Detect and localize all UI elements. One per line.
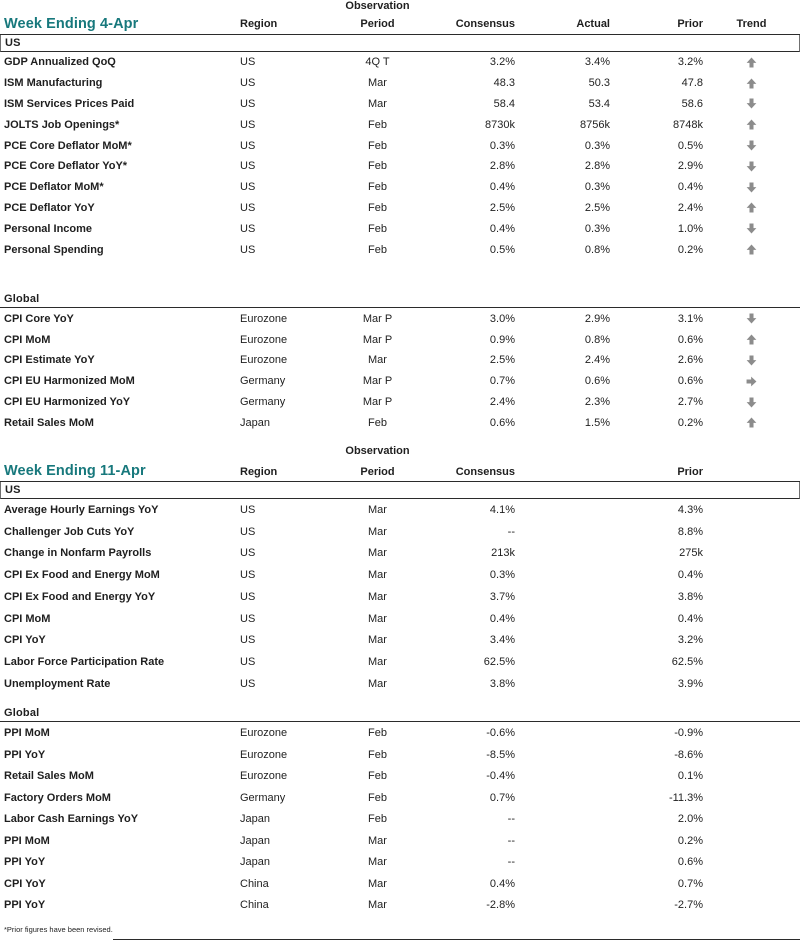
trend-up-icon (746, 244, 757, 255)
cell-actual: 3.4% (584, 56, 610, 69)
col-header-observation: Observation (345, 0, 410, 12)
table-row (0, 521, 800, 543)
cell-consensus: -- (507, 834, 515, 847)
table-row (0, 586, 800, 608)
cell-prior: 2.7% (677, 396, 703, 409)
cell-region: China (240, 877, 269, 890)
cell-region: US (240, 525, 256, 538)
cell-consensus: 0.6% (489, 416, 515, 429)
table-row (0, 73, 800, 94)
cell-consensus: 0.3% (489, 569, 515, 582)
cell-prior: 0.5% (677, 139, 703, 152)
cell-period: Mar (368, 899, 387, 912)
week-heading: Week Ending 11-Apr (4, 464, 146, 480)
table-row (0, 894, 800, 916)
cell-prior: 62.5% (671, 655, 703, 668)
cell-indicator: Retail Sales MoM (4, 770, 94, 783)
trend-down-icon (746, 140, 757, 151)
cell-period: Mar P (362, 312, 393, 325)
cell-actual: 50.3 (588, 77, 610, 90)
cell-prior: -11.3% (668, 791, 703, 804)
trend-up-icon (746, 78, 757, 89)
table-row (0, 543, 800, 565)
section-rows (0, 499, 800, 694)
cell-indicator: CPI MoM (4, 612, 51, 625)
table-row (0, 873, 800, 895)
cell-consensus: 0.4% (489, 877, 515, 890)
cell-region: US (240, 547, 256, 560)
cell-indicator: ISM Manufacturing (4, 77, 103, 90)
cell-indicator: Personal Income (4, 222, 93, 235)
cell-prior: 0.4% (677, 181, 703, 194)
section-header-us (0, 35, 800, 52)
cell-region: China (240, 899, 269, 912)
cell-prior: 8.8% (677, 525, 703, 538)
cell-prior: 1.0% (677, 222, 703, 235)
cell-region: Japan (240, 856, 270, 869)
cell-consensus: 3.2% (489, 56, 515, 69)
cell-consensus: 8730k (485, 118, 515, 131)
table-row (0, 608, 800, 630)
cell-prior: 3.1% (677, 312, 703, 325)
cell-prior: 4.3% (677, 504, 703, 517)
table-row (0, 651, 800, 673)
cell-region: US (240, 243, 256, 256)
table-row (0, 673, 800, 695)
cell-indicator: CPI Core YoY (4, 312, 74, 325)
cell-actual: 0.3% (584, 222, 610, 235)
cell-indicator: Retail Sales MoM (4, 416, 94, 429)
trend-down-icon (746, 161, 757, 172)
col-header-consensus: Consensus (455, 466, 515, 478)
cell-prior: 0.6% (677, 333, 703, 346)
cell-actual: 2.5% (584, 201, 610, 214)
cell-prior: 3.2% (677, 634, 703, 647)
section-rows (0, 308, 800, 433)
section-rows (0, 52, 800, 260)
cell-indicator: CPI YoY (4, 877, 46, 890)
cell-region: US (240, 97, 256, 110)
cell-region: Japan (240, 813, 270, 826)
cell-region: US (240, 139, 256, 152)
cell-prior: 3.8% (677, 590, 703, 603)
cell-prior: 0.1% (677, 770, 703, 783)
trend-up-icon (746, 57, 757, 68)
cell-region: US (240, 569, 256, 582)
cell-consensus: 4.1% (489, 504, 515, 517)
cell-period: Mar P (362, 333, 393, 346)
cell-consensus: -0.6% (486, 727, 515, 740)
table-row (0, 499, 800, 521)
cell-region: US (240, 201, 256, 214)
cell-indicator: CPI Estimate YoY (4, 354, 95, 367)
col-header-prior: Prior (677, 19, 703, 31)
cell-region: Germany (240, 375, 286, 388)
cell-period: Feb (368, 727, 387, 740)
table-row (0, 135, 800, 156)
cell-region: Eurozone (240, 727, 288, 740)
cell-region: US (240, 612, 256, 625)
trend-down-icon (746, 98, 757, 109)
cell-period: Feb (368, 181, 387, 194)
cell-period: Feb (368, 160, 387, 173)
trend-down-icon (746, 355, 757, 366)
cell-actual: 2.4% (584, 354, 610, 367)
cell-consensus: 0.4% (489, 181, 515, 194)
cell-region: US (240, 77, 256, 90)
cell-period: Mar (368, 354, 387, 367)
cell-region: Eurozone (240, 333, 288, 346)
cell-region: US (240, 222, 256, 235)
cell-period: Feb (368, 243, 387, 256)
footnote-text: *Prior figures have been revised. (4, 925, 113, 934)
week-table-2 (0, 445, 800, 916)
section-label: Global (4, 293, 40, 306)
cell-consensus: 0.3% (489, 139, 515, 152)
section-header-us (0, 482, 800, 499)
cell-consensus: 2.5% (489, 201, 515, 214)
trend-up-icon (746, 417, 757, 428)
trend-up-icon (746, 119, 757, 130)
trend-down-icon (746, 223, 757, 234)
cell-indicator: Change in Nonfarm Payrolls (4, 547, 152, 560)
cell-region: US (240, 160, 256, 173)
cell-consensus: 3.7% (489, 590, 515, 603)
col-header-trend: Trend (736, 19, 767, 31)
cell-prior: 3.2% (677, 56, 703, 69)
cell-prior: 0.2% (677, 243, 703, 256)
cell-period: Feb (368, 748, 387, 761)
cell-prior: -8.6% (674, 748, 703, 761)
cell-prior: 0.4% (677, 569, 703, 582)
table-row (0, 350, 800, 371)
cell-period: Feb (368, 118, 387, 131)
cell-consensus: 0.4% (489, 222, 515, 235)
cell-consensus: -- (507, 856, 515, 869)
cell-consensus: 2.5% (489, 354, 515, 367)
table-row (0, 744, 800, 766)
cell-indicator: Factory Orders MoM (4, 791, 111, 804)
cell-region: Eurozone (240, 354, 288, 367)
week-table-1 (0, 0, 800, 433)
bottom-divider-line (113, 939, 800, 940)
cell-region: US (240, 590, 256, 603)
cell-prior: 2.6% (677, 354, 703, 367)
table-row (0, 94, 800, 115)
cell-prior: -2.7% (674, 899, 703, 912)
cell-consensus: -2.8% (486, 899, 515, 912)
cell-prior: 2.4% (677, 201, 703, 214)
section-gap (0, 694, 800, 705)
cell-prior: 58.6 (681, 97, 703, 110)
col-header-consensus: Consensus (455, 19, 515, 31)
table-row (0, 114, 800, 135)
cell-period: Feb (368, 813, 387, 826)
cell-indicator: Unemployment Rate (4, 677, 111, 690)
cell-region: US (240, 181, 256, 194)
cell-period: Feb (368, 791, 387, 804)
cell-prior: 47.8 (681, 77, 703, 90)
cell-prior: -0.9% (674, 727, 703, 740)
cell-region: US (240, 655, 256, 668)
cell-consensus: 3.4% (489, 634, 515, 647)
cell-period: Mar P (362, 396, 393, 409)
table-row (0, 808, 800, 830)
cell-indicator: CPI YoY (4, 634, 46, 647)
cell-actual: 0.8% (584, 333, 610, 346)
table-row (0, 156, 800, 177)
cell-period: Mar (368, 612, 387, 625)
cell-indicator: Labor Force Participation Rate (4, 655, 165, 668)
cell-consensus: 0.4% (489, 612, 515, 625)
cell-indicator: Challenger Job Cuts YoY (4, 525, 135, 538)
cell-region: Eurozone (240, 312, 288, 325)
cell-period: Mar (368, 547, 387, 560)
week-heading: Week Ending 4-Apr (4, 16, 139, 32)
cell-prior: 2.0% (677, 813, 703, 826)
cell-period: 4Q T (365, 56, 390, 69)
cell-region: US (240, 677, 256, 690)
cell-consensus: 2.4% (489, 396, 515, 409)
table-header (0, 445, 800, 482)
table-row (0, 198, 800, 219)
section-label: US (5, 484, 21, 497)
col-header-actual: Actual (576, 19, 610, 31)
cell-period: Mar (368, 655, 387, 668)
cell-region: Eurozone (240, 770, 288, 783)
cell-prior: 3.9% (677, 677, 703, 690)
table-row (0, 329, 800, 350)
cell-region: Eurozone (240, 748, 288, 761)
cell-period: Mar P (362, 375, 393, 388)
col-header-region: Region (240, 19, 278, 31)
cell-actual: 0.3% (584, 181, 610, 194)
table-row (0, 564, 800, 586)
cell-indicator: Personal Spending (4, 243, 104, 256)
cell-period: Mar (368, 97, 387, 110)
cell-prior: 8748k (673, 118, 703, 131)
cell-period: Feb (368, 201, 387, 214)
cell-indicator: JOLTS Job Openings* (4, 118, 120, 131)
cell-indicator: CPI EU Harmonized MoM (4, 375, 135, 388)
section-label: US (5, 37, 21, 49)
cell-indicator: CPI EU Harmonized YoY (4, 396, 131, 409)
cell-indicator: CPI Ex Food and Energy MoM (4, 569, 160, 582)
cell-indicator: PCE Deflator YoY (4, 201, 95, 214)
cell-consensus: 213k (491, 547, 515, 560)
table-row (0, 371, 800, 392)
cell-period: Feb (368, 222, 387, 235)
cell-consensus: 0.7% (489, 791, 515, 804)
cell-actual: 2.9% (584, 312, 610, 325)
table-row (0, 218, 800, 239)
cell-consensus: 0.5% (489, 243, 515, 256)
section-rows (0, 722, 800, 916)
cell-period: Mar (368, 677, 387, 690)
header-line-labels (0, 13, 800, 34)
cell-period: Feb (368, 416, 387, 429)
cell-prior: 0.4% (677, 612, 703, 625)
cell-period: Mar (368, 77, 387, 90)
cell-region: US (240, 56, 256, 69)
section-header-global (0, 291, 800, 308)
col-header-period: Period (360, 466, 395, 478)
trend-up-icon (746, 334, 757, 345)
cell-indicator: PCE Core Deflator MoM* (4, 139, 132, 152)
cell-indicator: PPI YoY (4, 899, 46, 912)
cell-region: Germany (240, 396, 286, 409)
col-header-period: Period (360, 19, 395, 31)
table-row (0, 851, 800, 873)
cell-indicator: Average Hourly Earnings YoY (4, 504, 159, 517)
cell-indicator: CPI MoM (4, 333, 51, 346)
table-row (0, 52, 800, 73)
cell-period: Mar (368, 525, 387, 538)
cell-consensus: 2.8% (489, 160, 515, 173)
trend-up-icon (746, 202, 757, 213)
cell-consensus: -- (507, 525, 515, 538)
cell-period: Feb (368, 770, 387, 783)
cell-actual: 2.8% (584, 160, 610, 173)
cell-actual: 1.5% (584, 416, 610, 429)
cell-consensus: 3.0% (489, 312, 515, 325)
cell-indicator: PPI MoM (4, 727, 50, 740)
cell-actual: 53.4 (588, 97, 610, 110)
table-row (0, 830, 800, 852)
cell-period: Feb (368, 139, 387, 152)
cell-period: Mar (368, 569, 387, 582)
cell-indicator: Labor Cash Earnings YoY (4, 813, 139, 826)
cell-indicator: PPI YoY (4, 856, 46, 869)
cell-period: Mar (368, 504, 387, 517)
cell-indicator: PCE Deflator MoM* (4, 181, 104, 194)
table-row (0, 412, 800, 433)
trend-down-icon (746, 313, 757, 324)
col-header-prior: Prior (677, 466, 703, 478)
cell-prior: 275k (679, 547, 703, 560)
table-row (0, 629, 800, 651)
header-line-labels (0, 458, 800, 481)
cell-prior: 0.7% (677, 877, 703, 890)
cell-indicator: CPI Ex Food and Energy YoY (4, 590, 156, 603)
cell-consensus: -0.4% (486, 770, 515, 783)
table-row (0, 392, 800, 413)
cell-prior: 0.6% (677, 856, 703, 869)
cell-consensus: 3.8% (489, 677, 515, 690)
table-row (0, 177, 800, 198)
cell-region: US (240, 504, 256, 517)
trend-right-icon (746, 376, 757, 387)
table-row (0, 722, 800, 744)
cell-period: Mar (368, 590, 387, 603)
cell-prior: 0.2% (677, 416, 703, 429)
cell-prior: 2.9% (677, 160, 703, 173)
col-header-region: Region (240, 466, 278, 478)
header-line-observation (0, 0, 800, 13)
cell-consensus: 48.3 (493, 77, 515, 90)
cell-actual: 0.6% (584, 375, 610, 388)
cell-period: Mar (368, 856, 387, 869)
trend-down-icon (746, 397, 757, 408)
cell-region: Germany (240, 791, 286, 804)
table-row (0, 308, 800, 329)
section-label: Global (4, 707, 40, 720)
cell-actual: 2.3% (584, 396, 610, 409)
cell-indicator: PPI MoM (4, 834, 50, 847)
cell-actual: 0.8% (584, 243, 610, 256)
cell-consensus: 58.4 (493, 97, 515, 110)
table-row (0, 239, 800, 260)
col-header-observation: Observation (345, 445, 410, 458)
cell-indicator: PCE Core Deflator YoY* (4, 160, 128, 173)
cell-consensus: 0.7% (489, 375, 515, 388)
cell-consensus: -8.5% (486, 748, 515, 761)
cell-region: US (240, 634, 256, 647)
table-row (0, 787, 800, 809)
cell-period: Mar (368, 634, 387, 647)
table-header (0, 0, 800, 35)
cell-consensus: 62.5% (483, 655, 515, 668)
cell-region: Japan (240, 834, 270, 847)
cell-indicator: GDP Annualized QoQ (4, 56, 116, 69)
cell-period: Mar (368, 877, 387, 890)
cell-period: Mar (368, 834, 387, 847)
cell-region: US (240, 118, 256, 131)
cell-actual: 8756k (580, 118, 610, 131)
section-header-global (0, 705, 800, 722)
cell-indicator: ISM Services Prices Paid (4, 97, 135, 110)
cell-region: Japan (240, 416, 270, 429)
cell-consensus: 0.9% (489, 333, 515, 346)
cell-indicator: PPI YoY (4, 748, 46, 761)
cell-actual: 0.3% (584, 139, 610, 152)
cell-prior: 0.2% (677, 834, 703, 847)
cell-prior: 0.6% (677, 375, 703, 388)
table-row (0, 765, 800, 787)
trend-down-icon (746, 182, 757, 193)
section-gap (0, 260, 800, 292)
cell-consensus: -- (507, 813, 515, 826)
header-line-observation (0, 445, 800, 458)
